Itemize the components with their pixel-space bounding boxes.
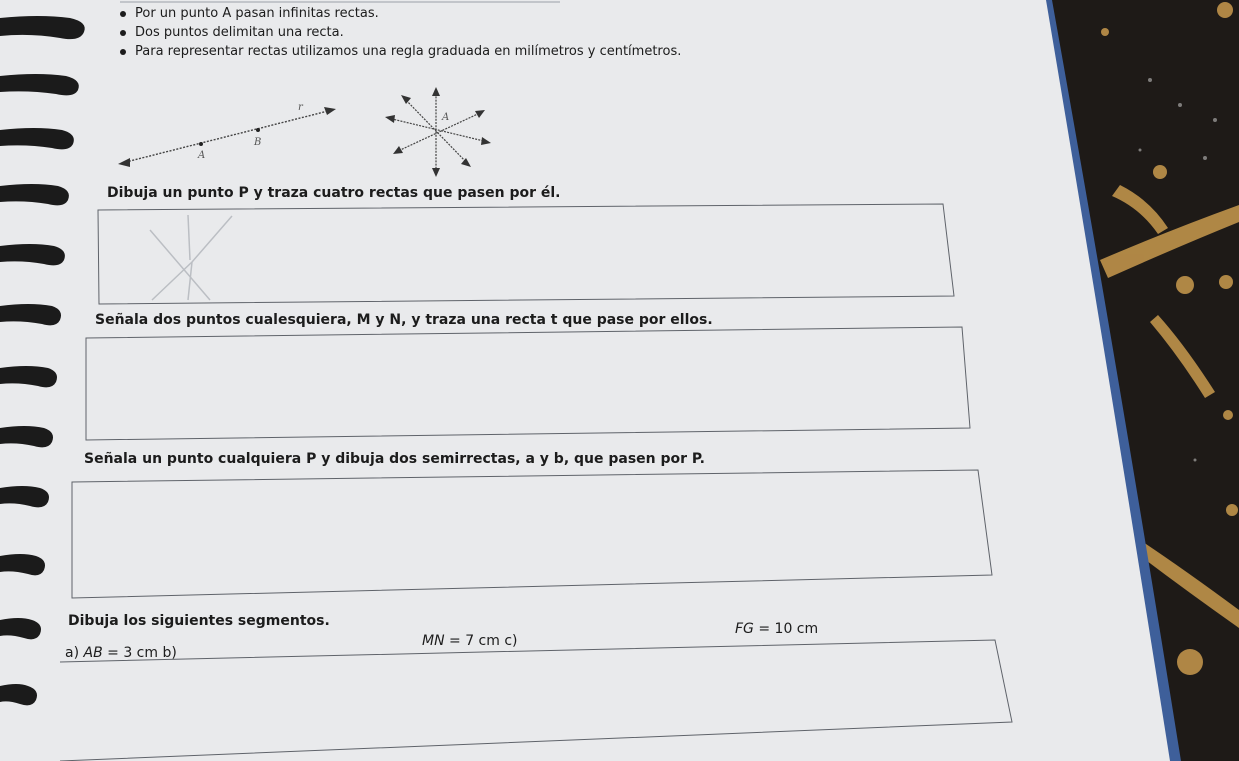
exercise-4: Dibuja los siguientes segmentos.	[68, 613, 330, 629]
bullet-2: Dos puntos delimitan una recta.	[118, 23, 681, 42]
point-b	[256, 128, 260, 132]
segment-a-expr: AB	[83, 645, 103, 661]
segment-b	[422, 633, 518, 649]
bullet-1: Por un punto A pasan infinitas rectas.	[118, 4, 681, 23]
arrow-up-icon	[432, 87, 440, 96]
segment-b-expr: MN	[422, 633, 445, 649]
figure-lines-through-a	[384, 86, 494, 178]
segment-c	[735, 621, 818, 637]
exercise-2: Señala dos puntos cualesquiera, M y N, y traza una recta t que pase por ellos.	[95, 312, 713, 328]
exercise-1: Dibuja un punto P y traza cuatro rectas que pasen por él.	[107, 185, 561, 201]
segment-a	[65, 645, 177, 661]
intro-bullets	[118, 4, 681, 61]
segment-a-value: = 3 cm b)	[102, 645, 177, 661]
label-a-2: A	[442, 112, 450, 123]
label-r: r	[298, 102, 303, 113]
label-b: B	[254, 137, 262, 148]
arrow-left-icon	[118, 158, 130, 167]
bullet-3: Para representar rectas utilizamos una regla graduada en milímetros y centímetros.	[118, 42, 681, 61]
label-a: A	[198, 150, 206, 161]
point-a	[199, 142, 203, 146]
segment-c-value: = 10 cm	[753, 621, 819, 637]
arrow-down-icon	[432, 168, 440, 177]
segment-c-expr: FG	[735, 621, 754, 637]
figure-line-r	[110, 98, 350, 173]
exercise-3: Señala un punto cualquiera P y dibuja dos semirrectas, a y b, que pasen por P.	[84, 451, 705, 467]
segment-b-value: = 7 cm c)	[444, 633, 518, 649]
segment-a-prefix: a)	[65, 645, 84, 661]
arrow-right-icon	[324, 107, 336, 115]
